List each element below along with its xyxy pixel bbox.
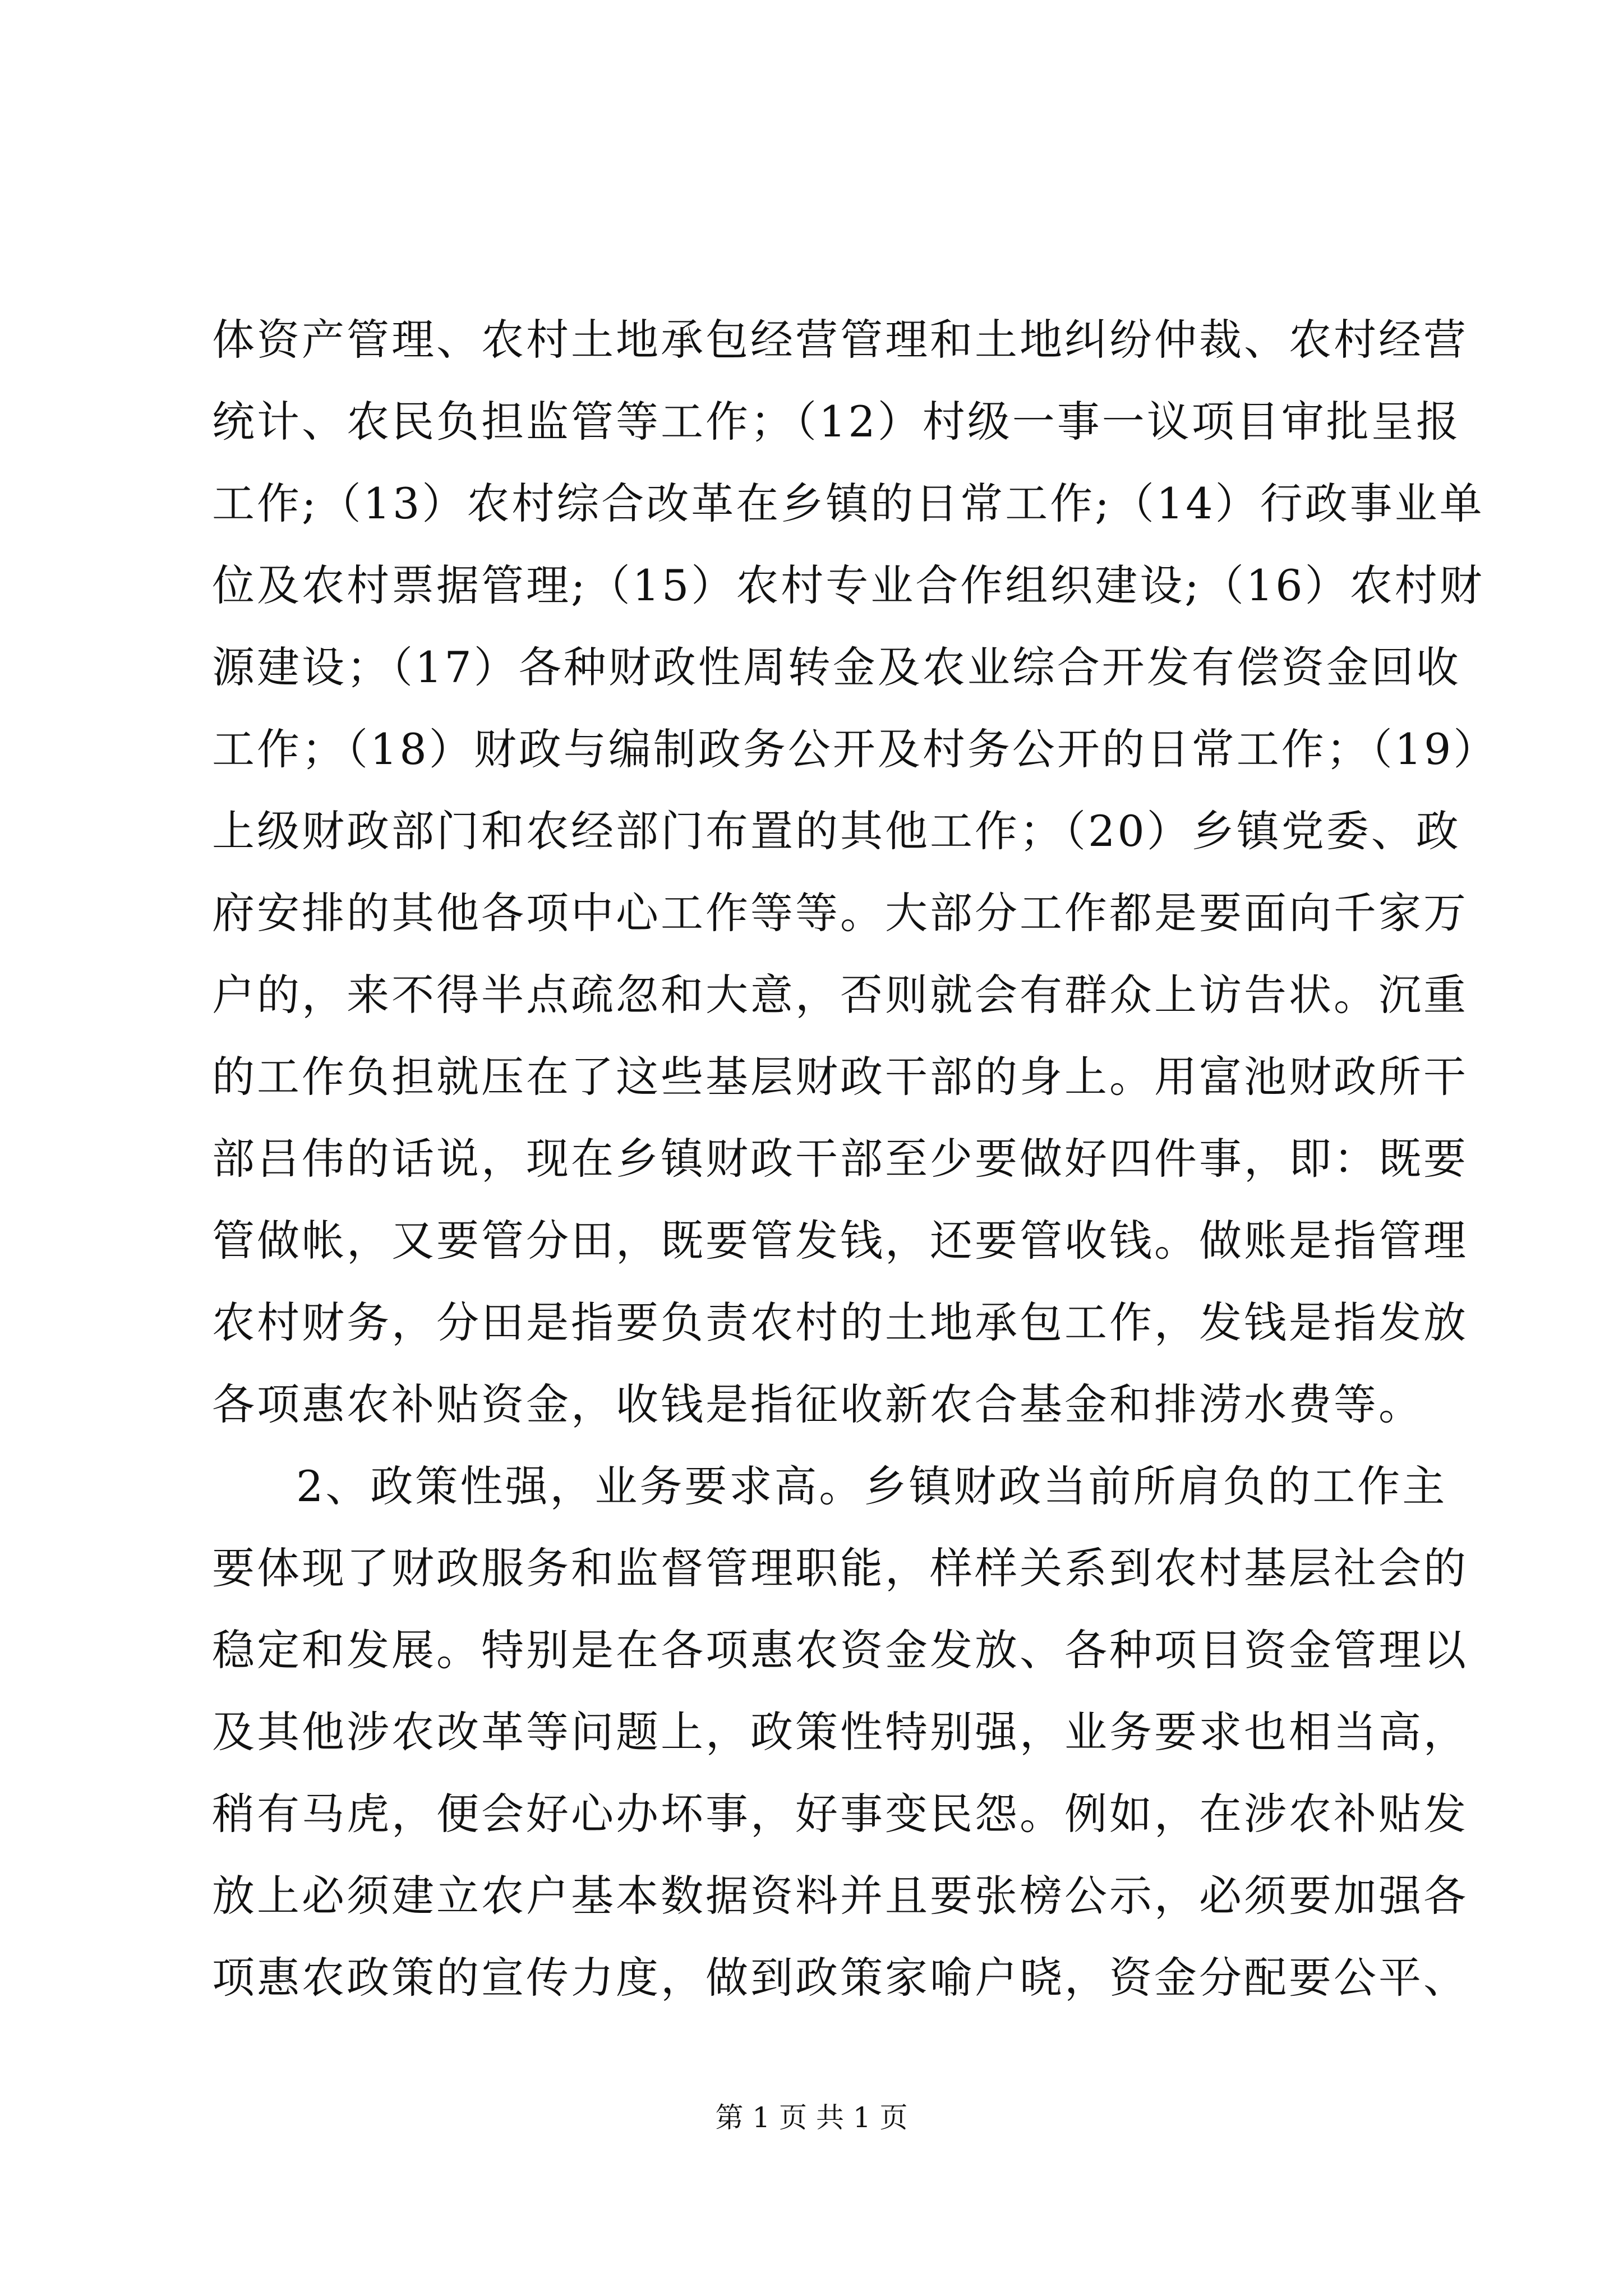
- text-line: 农村财务，分田是指要负责农村的土地承包工作，发钱是指发放: [212, 1297, 1468, 1347]
- text-line: 稍有马虎，便会好心办坏事，好事变民怨。例如，在涉农补贴发: [212, 1789, 1468, 1839]
- page-number-label: 第 1 页 共 1 页: [715, 2101, 908, 2134]
- text-line: 稳定和发展。特别是在各项惠农资金发放、各种项目资金管理以: [212, 1625, 1468, 1675]
- text-line: 要体现了财政服务和监督管理职能，样样关系到农村基层社会的: [212, 1543, 1468, 1593]
- text-line: 统计、农民负担监管等工作；（12）村级一事一议项目审批呈报: [212, 397, 1461, 447]
- text-line-paragraph-end: 各项惠农补贴资金，收钱是指征收新农合基金和排涝水费等。: [212, 1379, 1423, 1429]
- text-line: 户的，来不得半点疏忽和大意，否则就会有群众上访告状。沉重: [212, 970, 1468, 1020]
- page-footer: [0, 2101, 1623, 2134]
- text-line: 管做帐，又要管分田，既要管发钱，还要管收钱。做账是指管理: [212, 1216, 1468, 1266]
- text-line: 工作;（13）农村综合改革在乡镇的日常工作;（14）行政事业单: [212, 478, 1484, 528]
- text-line: 上级财政部门和农经部门布置的其他工作；（20）乡镇党委、政: [212, 806, 1461, 856]
- text-line: 部吕伟的话说，现在乡镇财政干部至少要做好四件事，即：既要: [212, 1134, 1468, 1184]
- body-text: [212, 299, 1498, 2019]
- text-line: 源建设；（17）各种财政性周转金及农业综合开发有偿资金回收: [212, 642, 1461, 692]
- text-line-paragraph-start: 2、政策性强，业务要求高。乡镇财政当前所肩负的工作主: [296, 1461, 1447, 1511]
- text-line: 工作；（18）财政与编制政务公开及村务公开的日常工作；（19）: [212, 724, 1498, 774]
- text-line: 放上必须建立农户基本数据资料并且要张榜公示，必须要加强各: [212, 1871, 1468, 1921]
- text-line: 府安排的其他各项中心工作等等。大部分工作都是要面向千家万: [212, 888, 1468, 938]
- text-line: 位及农村票据管理;（15）农村专业合作组织建设;（16）农村财: [212, 560, 1484, 610]
- text-line: 体资产管理、农村土地承包经营管理和土地纠纷仲裁、农村经营: [212, 315, 1468, 365]
- text-line: 项惠农政策的宣传力度，做到政策家喻户晓，资金分配要公平、: [212, 1953, 1468, 2003]
- text-line: 及其他涉农改革等问题上，政策性特别强，业务要求也相当高，: [212, 1707, 1468, 1757]
- text-line: 的工作负担就压在了这些基层财政干部的身上。用富池财政所干: [212, 1052, 1468, 1102]
